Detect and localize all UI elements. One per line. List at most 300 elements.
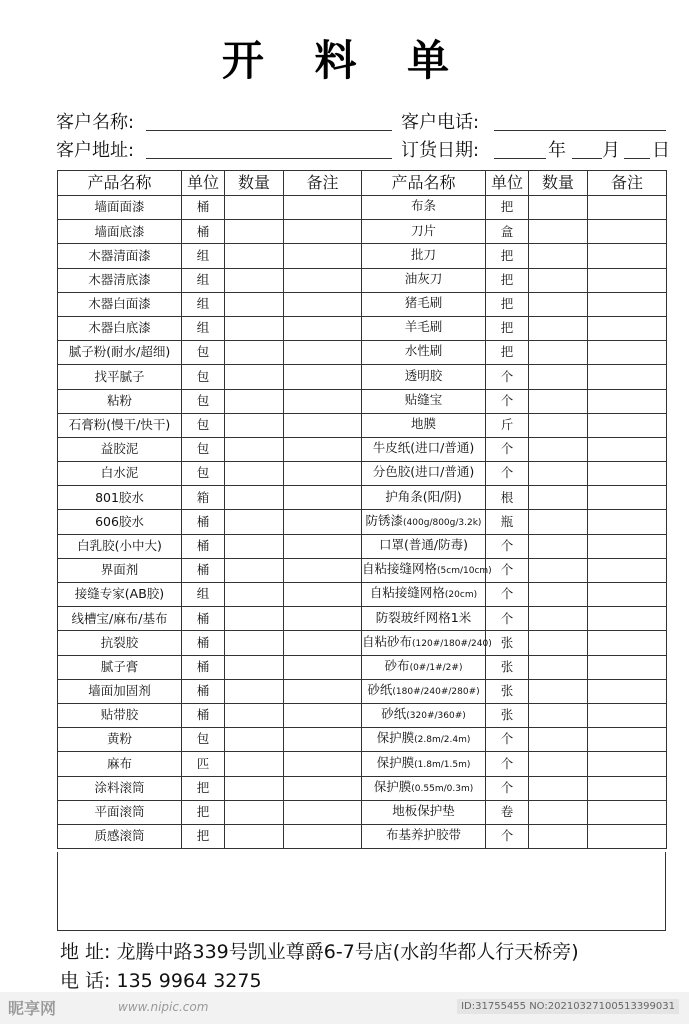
product-name-cell: 涂料滚筒 <box>58 776 182 800</box>
product-spec-text: (120#/180#/240) <box>412 638 492 649</box>
order-table <box>57 170 667 849</box>
table-row <box>58 292 667 316</box>
quantity-cell[interactable] <box>529 462 588 486</box>
quantity-cell[interactable] <box>529 292 588 316</box>
quantity-cell[interactable] <box>225 558 284 582</box>
col-remarks: 备注 <box>588 171 667 196</box>
remarks-cell[interactable] <box>284 583 362 607</box>
product-name-text: 水性刷 <box>404 343 443 359</box>
quantity-cell[interactable] <box>529 413 588 437</box>
remarks-cell[interactable] <box>588 437 667 461</box>
unit-cell: 箱 <box>182 486 225 510</box>
unit-cell: 把 <box>486 341 529 365</box>
remarks-cell[interactable] <box>588 655 667 679</box>
remarks-cell[interactable] <box>588 583 667 607</box>
unit-cell: 张 <box>486 631 529 655</box>
product-name-cell <box>362 510 486 534</box>
table-row <box>58 655 667 679</box>
unit-cell: 张 <box>486 679 529 703</box>
footer-phone <box>60 966 262 993</box>
table-header-row <box>58 171 667 196</box>
remarks-cell[interactable] <box>588 703 667 727</box>
remarks-cell[interactable] <box>284 486 362 510</box>
quantity-cell[interactable] <box>529 220 588 244</box>
quantity-cell[interactable] <box>225 631 284 655</box>
unit-cell: 个 <box>486 824 529 848</box>
quantity-cell[interactable] <box>225 776 284 800</box>
remarks-cell[interactable] <box>588 413 667 437</box>
table-row <box>58 558 667 582</box>
quantity-cell[interactable] <box>529 316 588 340</box>
order-month-field[interactable] <box>572 158 602 159</box>
table-row <box>58 365 667 389</box>
remarks-cell[interactable] <box>284 292 362 316</box>
product-name-cell <box>362 728 486 752</box>
product-name-cell <box>362 389 486 413</box>
product-name-text: 油灰刀 <box>404 270 443 286</box>
product-name-cell: 木器清面漆 <box>58 244 182 268</box>
remarks-cell[interactable] <box>588 510 667 534</box>
product-spec-text: (180#/240#/280#) <box>392 687 480 698</box>
product-name-cell <box>362 341 486 365</box>
quantity-cell[interactable] <box>225 413 284 437</box>
product-spec-text: (20cm) <box>444 590 478 601</box>
quantity-cell[interactable] <box>529 437 588 461</box>
product-name-text: 保护膜 <box>376 730 415 746</box>
remarks-cell[interactable] <box>588 486 667 510</box>
quantity-cell[interactable] <box>225 341 284 365</box>
product-name-text: 自粘砂布 <box>362 633 413 649</box>
quantity-cell[interactable] <box>225 268 284 292</box>
table-row <box>58 196 667 220</box>
product-name-cell: 界面剂 <box>58 558 182 582</box>
remarks-cell[interactable] <box>588 800 667 824</box>
remarks-cell[interactable] <box>588 728 667 752</box>
quantity-cell[interactable] <box>529 728 588 752</box>
remarks-cell[interactable] <box>284 365 362 389</box>
quantity-cell[interactable] <box>529 800 588 824</box>
product-name-text: 砂纸 <box>381 706 407 722</box>
unit-cell: 个 <box>486 728 529 752</box>
quantity-cell[interactable] <box>225 655 284 679</box>
product-spec-text: (320#/360#) <box>406 711 466 722</box>
remarks-cell[interactable] <box>284 437 362 461</box>
unit-cell: 把 <box>486 316 529 340</box>
table-row <box>58 244 667 268</box>
unit-cell: 个 <box>486 752 529 776</box>
col-product-name: 产品名称 <box>362 171 486 196</box>
unit-cell: 包 <box>182 462 225 486</box>
unit-cell: 个 <box>486 365 529 389</box>
quantity-cell[interactable] <box>225 220 284 244</box>
product-spec-text: (0#/1#/2#) <box>409 662 463 673</box>
product-name-text: 布条 <box>410 198 436 214</box>
order-day-field[interactable] <box>624 158 650 159</box>
unit-cell: 组 <box>182 316 225 340</box>
unit-cell: 包 <box>182 365 225 389</box>
product-name-cell <box>362 558 492 582</box>
remarks-cell[interactable] <box>588 341 667 365</box>
product-name-text: 地板保护垫 <box>392 803 455 819</box>
quantity-cell[interactable] <box>529 655 588 679</box>
table-row <box>58 631 667 655</box>
table-row <box>58 510 667 534</box>
quantity-cell[interactable] <box>529 244 588 268</box>
unit-cell: 组 <box>182 583 225 607</box>
customer-name-field[interactable] <box>146 130 392 131</box>
quantity-cell[interactable] <box>225 292 284 316</box>
product-name-text: 自粘接缝网格 <box>362 561 438 577</box>
product-spec-text: (1.8m/1.5m) <box>414 759 471 770</box>
quantity-cell[interactable] <box>529 389 588 413</box>
quantity-cell[interactable] <box>529 558 588 582</box>
remarks-cell[interactable] <box>284 196 362 220</box>
unit-cell: 个 <box>486 558 529 582</box>
table-row <box>58 534 667 558</box>
quantity-cell[interactable] <box>225 607 284 631</box>
quantity-cell[interactable] <box>225 703 284 727</box>
product-name-cell: 木器白底漆 <box>58 316 182 340</box>
table-row <box>58 776 667 800</box>
table-row <box>58 389 667 413</box>
remarks-cell[interactable] <box>284 510 362 534</box>
remarks-cell[interactable] <box>284 800 362 824</box>
product-name-cell: 石膏粉(慢干/快干) <box>58 413 182 437</box>
unit-cell: 把 <box>182 776 225 800</box>
table-row <box>58 824 667 848</box>
product-name-cell <box>362 607 486 631</box>
col-unit: 单位 <box>182 171 225 196</box>
unit-cell: 把 <box>182 824 225 848</box>
remarks-cell[interactable] <box>588 316 667 340</box>
quantity-cell[interactable] <box>225 365 284 389</box>
quantity-cell[interactable] <box>529 679 588 703</box>
quantity-cell[interactable] <box>225 462 284 486</box>
remarks-cell[interactable] <box>284 413 362 437</box>
unit-cell: 张 <box>486 703 529 727</box>
product-name-cell <box>362 679 486 703</box>
remarks-cell[interactable] <box>284 244 362 268</box>
remarks-cell[interactable] <box>588 389 667 413</box>
quantity-cell[interactable] <box>225 800 284 824</box>
remarks-cell[interactable] <box>284 679 362 703</box>
quantity-cell[interactable] <box>529 752 588 776</box>
table-row <box>58 703 667 727</box>
remarks-cell[interactable] <box>284 728 362 752</box>
day-label: 日 <box>652 140 670 161</box>
remarks-cell[interactable] <box>284 462 362 486</box>
unit-cell: 组 <box>182 244 225 268</box>
table-row <box>58 316 667 340</box>
remarks-cell[interactable] <box>588 558 667 582</box>
customer-address-label: 客户地址: <box>56 140 135 161</box>
product-name-cell: 白水泥 <box>58 462 182 486</box>
col-product-name: 产品名称 <box>58 171 182 196</box>
quantity-cell[interactable] <box>225 437 284 461</box>
remarks-cell[interactable] <box>284 824 362 848</box>
product-name-cell <box>362 752 486 776</box>
quantity-cell[interactable] <box>529 776 588 800</box>
unit-cell: 个 <box>486 776 529 800</box>
table-row <box>58 413 667 437</box>
product-name-cell: 接缝专家(AB胶) <box>58 583 182 607</box>
col-quantity: 数量 <box>225 171 284 196</box>
product-name-cell <box>362 800 486 824</box>
remarks-cell[interactable] <box>588 462 667 486</box>
product-name-cell: 抗裂胶 <box>58 631 182 655</box>
product-name-text: 砂纸 <box>367 682 393 698</box>
table-row <box>58 607 667 631</box>
product-name-cell <box>362 776 486 800</box>
product-name-text: 防裂玻纤网格1米 <box>375 609 472 625</box>
unit-cell: 桶 <box>182 679 225 703</box>
product-name-cell <box>362 268 486 292</box>
product-name-text: 护角条(阳/阴) <box>385 488 462 504</box>
product-spec-text: (5cm/10cm) <box>437 566 492 577</box>
remarks-cell[interactable] <box>284 341 362 365</box>
remarks-cell[interactable] <box>588 679 667 703</box>
table-row <box>58 800 667 824</box>
product-name-cell <box>362 462 486 486</box>
product-name-cell: 质感滚筒 <box>58 824 182 848</box>
product-name-cell: 606胶水 <box>58 510 182 534</box>
product-name-cell <box>362 437 486 461</box>
product-name-cell: 贴带胶 <box>58 703 182 727</box>
unit-cell: 个 <box>486 437 529 461</box>
product-name-text: 地膜 <box>410 416 436 432</box>
remarks-cell[interactable] <box>588 220 667 244</box>
unit-cell: 瓶 <box>486 510 529 534</box>
product-name-cell: 木器白面漆 <box>58 292 182 316</box>
unit-cell: 个 <box>486 389 529 413</box>
quantity-cell[interactable] <box>225 752 284 776</box>
notes-area[interactable] <box>57 852 666 931</box>
product-name-cell <box>362 220 486 244</box>
unit-cell: 桶 <box>182 703 225 727</box>
unit-cell: 把 <box>486 244 529 268</box>
remarks-cell[interactable] <box>284 703 362 727</box>
quantity-cell[interactable] <box>529 196 588 220</box>
unit-cell: 匹 <box>182 752 225 776</box>
remarks-cell[interactable] <box>284 631 362 655</box>
remarks-cell[interactable] <box>588 631 667 655</box>
unit-cell: 桶 <box>182 510 225 534</box>
unit-cell: 桶 <box>182 631 225 655</box>
product-name-cell: 找平腻子 <box>58 365 182 389</box>
unit-cell: 个 <box>486 583 529 607</box>
quantity-cell[interactable] <box>529 510 588 534</box>
table-row <box>58 583 667 607</box>
customer-phone-field[interactable] <box>494 130 666 131</box>
table-row <box>58 220 667 244</box>
unit-cell: 卷 <box>486 800 529 824</box>
remarks-cell[interactable] <box>284 534 362 558</box>
quantity-cell[interactable] <box>225 196 284 220</box>
unit-cell: 组 <box>182 292 225 316</box>
product-name-text: 猪毛刷 <box>404 295 443 311</box>
remarks-cell[interactable] <box>588 752 667 776</box>
col-remarks: 备注 <box>284 171 362 196</box>
quantity-cell[interactable] <box>529 486 588 510</box>
remarks-cell[interactable] <box>284 558 362 582</box>
product-name-cell <box>362 365 486 389</box>
remarks-cell[interactable] <box>284 752 362 776</box>
unit-cell: 把 <box>486 292 529 316</box>
unit-cell: 包 <box>182 437 225 461</box>
remarks-cell[interactable] <box>588 292 667 316</box>
unit-cell: 包 <box>182 389 225 413</box>
product-spec-text: (2.8m/2.4m) <box>414 735 471 746</box>
product-name-cell <box>362 583 486 607</box>
remarks-cell[interactable] <box>588 268 667 292</box>
header-row-2 <box>56 136 669 162</box>
product-name-text: 贴缝宝 <box>404 391 443 407</box>
year-label: 年 <box>548 140 566 161</box>
product-name-text: 保护膜 <box>373 778 412 794</box>
product-name-text: 自粘接缝网格 <box>369 585 445 601</box>
product-name-cell: 麻布 <box>58 752 182 776</box>
watermark-site: www.nipic.com <box>118 1000 209 1014</box>
quantity-cell[interactable] <box>529 583 588 607</box>
quantity-cell[interactable] <box>225 824 284 848</box>
product-name-cell: 白乳胶(小中大) <box>58 534 182 558</box>
unit-cell: 个 <box>486 534 529 558</box>
product-name-cell <box>362 292 486 316</box>
unit-cell: 组 <box>182 268 225 292</box>
remarks-cell[interactable] <box>588 244 667 268</box>
product-name-cell <box>362 655 486 679</box>
remarks-cell[interactable] <box>284 389 362 413</box>
unit-cell: 把 <box>486 196 529 220</box>
product-name-cell <box>362 631 492 655</box>
quantity-cell[interactable] <box>529 341 588 365</box>
remarks-cell[interactable] <box>588 607 667 631</box>
table-row <box>58 341 667 365</box>
unit-cell: 根 <box>486 486 529 510</box>
product-name-cell <box>362 316 486 340</box>
remarks-cell[interactable] <box>284 220 362 244</box>
quantity-cell[interactable] <box>529 365 588 389</box>
unit-cell: 包 <box>182 341 225 365</box>
order-date-label: 订货日期: <box>401 140 480 161</box>
remarks-cell[interactable] <box>284 776 362 800</box>
table-row <box>58 679 667 703</box>
table-row <box>58 728 667 752</box>
address-value: 龙腾中路339号凯业尊爵6-7号店(水韵华都人行天桥旁) <box>116 941 579 963</box>
product-spec-text: (0.55m/0.3m) <box>411 783 474 794</box>
quantity-cell[interactable] <box>225 728 284 752</box>
unit-cell: 桶 <box>182 558 225 582</box>
product-name-cell: 墙面面漆 <box>58 196 182 220</box>
quantity-cell[interactable] <box>529 534 588 558</box>
phone-value: 135 9964 3275 <box>116 970 262 992</box>
customer-phone-label: 客户电话: <box>401 112 480 133</box>
unit-cell: 桶 <box>182 220 225 244</box>
remarks-cell[interactable] <box>284 316 362 340</box>
remarks-cell[interactable] <box>588 824 667 848</box>
remarks-cell[interactable] <box>588 534 667 558</box>
customer-name-label: 客户名称: <box>56 112 135 133</box>
table-row <box>58 486 667 510</box>
quantity-cell[interactable] <box>225 534 284 558</box>
product-name-cell <box>362 824 486 848</box>
unit-cell: 桶 <box>182 196 225 220</box>
remarks-cell[interactable] <box>588 776 667 800</box>
remarks-cell[interactable] <box>284 607 362 631</box>
product-name-text: 防锈漆 <box>365 512 404 528</box>
product-name-cell <box>362 196 486 220</box>
unit-cell: 斤 <box>486 413 529 437</box>
quantity-cell[interactable] <box>225 510 284 534</box>
table-row <box>58 752 667 776</box>
product-name-cell: 801胶水 <box>58 486 182 510</box>
unit-cell: 个 <box>486 462 529 486</box>
quantity-cell[interactable] <box>225 389 284 413</box>
product-name-text: 分色胶(进口/普通) <box>372 464 475 480</box>
product-name-cell <box>362 244 486 268</box>
product-name-text: 批刀 <box>410 246 436 262</box>
remarks-cell[interactable] <box>284 655 362 679</box>
customer-address-field[interactable] <box>146 158 392 159</box>
remarks-cell[interactable] <box>588 196 667 220</box>
quantity-cell[interactable] <box>225 316 284 340</box>
product-name-cell: 粘粉 <box>58 389 182 413</box>
quantity-cell[interactable] <box>529 607 588 631</box>
unit-cell: 桶 <box>182 655 225 679</box>
quantity-cell[interactable] <box>529 703 588 727</box>
unit-cell: 盒 <box>486 220 529 244</box>
product-name-cell <box>362 534 486 558</box>
col-unit: 单位 <box>486 171 529 196</box>
quantity-cell[interactable] <box>529 268 588 292</box>
quantity-cell[interactable] <box>225 244 284 268</box>
remarks-cell[interactable] <box>588 365 667 389</box>
order-year-field[interactable] <box>494 158 546 159</box>
product-name-cell <box>362 486 486 510</box>
remarks-cell[interactable] <box>284 268 362 292</box>
col-quantity: 数量 <box>529 171 588 196</box>
product-name-text: 羊毛刷 <box>404 319 443 335</box>
product-name-cell: 墙面加固剂 <box>58 679 182 703</box>
table-row <box>58 462 667 486</box>
product-name-text: 透明胶 <box>404 367 443 383</box>
unit-cell: 包 <box>182 728 225 752</box>
quantity-cell[interactable] <box>225 486 284 510</box>
product-name-cell: 腻子粉(耐水/超细) <box>58 341 182 365</box>
product-name-text: 口罩(普通/防毒) <box>379 536 468 552</box>
month-label: 月 <box>602 140 620 161</box>
product-name-cell <box>362 413 486 437</box>
quantity-cell[interactable] <box>225 583 284 607</box>
product-name-cell: 木器清底漆 <box>58 268 182 292</box>
product-name-cell: 线槽宝/麻布/基布 <box>58 607 182 631</box>
quantity-cell[interactable] <box>529 631 588 655</box>
product-name-cell: 墙面底漆 <box>58 220 182 244</box>
quantity-cell[interactable] <box>529 824 588 848</box>
unit-cell: 张 <box>486 655 529 679</box>
product-name-cell <box>362 703 486 727</box>
phone-label: 电 话: <box>60 970 111 992</box>
address-label: 地 址: <box>60 941 111 963</box>
table-row <box>58 437 667 461</box>
unit-cell: 把 <box>486 268 529 292</box>
product-name-text: 布基养护胶带 <box>385 827 461 843</box>
product-name-cell: 益胶泥 <box>58 437 182 461</box>
product-name-text: 牛皮纸(进口/普通) <box>372 440 475 456</box>
product-spec-text: (400g/800g/3.2k) <box>403 517 482 528</box>
quantity-cell[interactable] <box>225 679 284 703</box>
footer-address <box>60 937 579 964</box>
